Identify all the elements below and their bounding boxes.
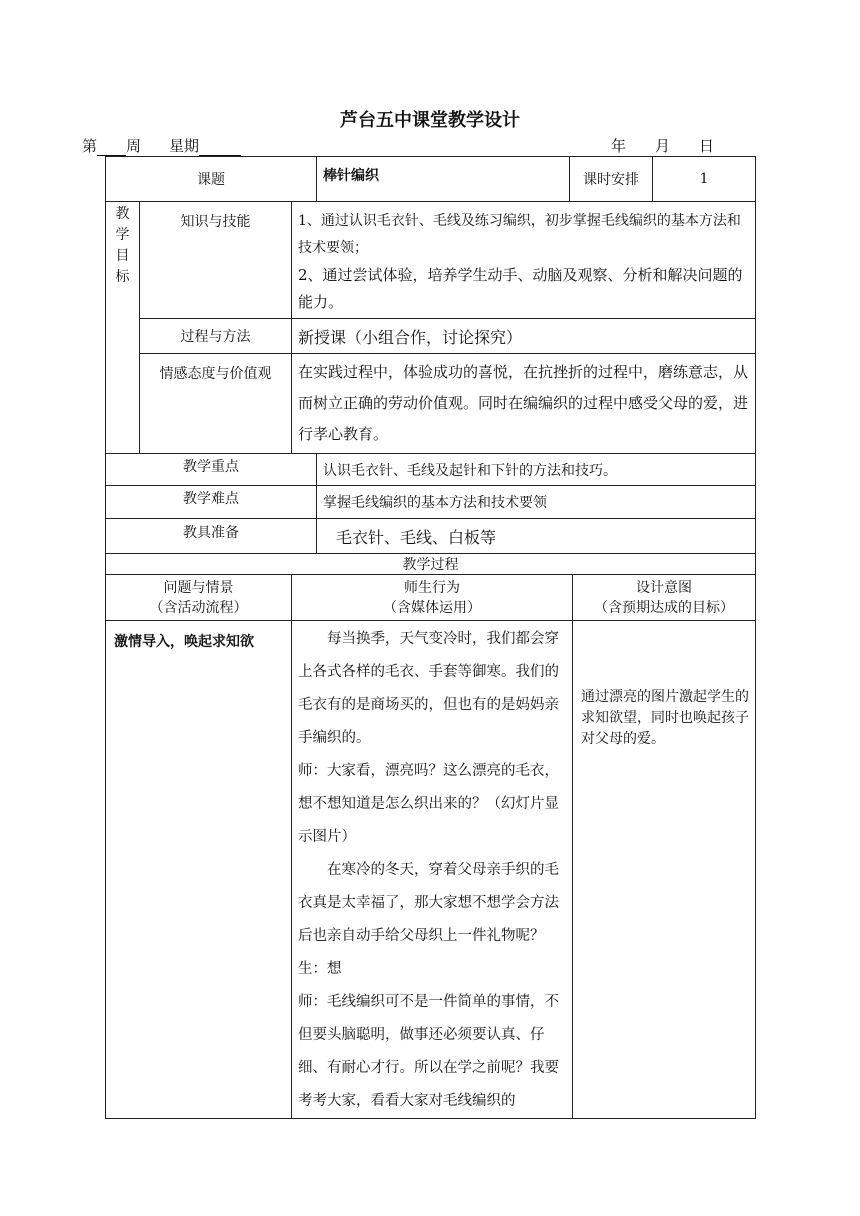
hours-label: 课时安排	[570, 157, 653, 202]
key-point-value-cell	[317, 454, 756, 486]
difficulty-value-cell	[317, 486, 756, 519]
actions-cell	[292, 621, 573, 1119]
knowledge-line-1: 1、通过认识毛衣针、毛线及练习编织，初步掌握毛线编织的基本方法和技术要领；	[298, 213, 741, 256]
week-prefix: 第	[82, 137, 98, 155]
attitude-value: 在实践过程中，体验成功的喜悦，在抗挫折的过程中，磨练意志，从而树立正确的劳动价值观。同时在编编织的过程中感受父母的爱，进行孝心教育。	[298, 363, 749, 443]
attitude-value-cell	[292, 354, 756, 454]
knowledge-line-2: 2、通过尝试体验，培养学生动手、动脑及观察、分析和解决问题的能力。	[298, 266, 743, 311]
course-value-cell	[317, 157, 570, 202]
attitude-row	[106, 354, 756, 454]
actions-paragraph: 每当换季，天气变冷时，我们都会穿上各式各样的毛衣、手套等御寒。我们的毛衣有的是商场买的，但也有的是妈妈亲手编织的。	[298, 631, 559, 746]
key-point-row	[106, 454, 756, 486]
knowledge-label: 知识与技能	[140, 202, 292, 319]
materials-value-cell	[317, 519, 756, 554]
intent-text: 通过漂亮的图片激起学生的求知欲望，同时也唤起孩子对父母的爱。	[581, 689, 750, 747]
actions-paragraph: 师：毛线编织可不是一件简单的事情，不但要头脑聪明，做事还必须要认真、仔细、有耐心才行。所以在学之前呢？我要考考大家，看看大家对毛线编织的	[298, 994, 559, 1109]
actions-paragraph: 师：大家看，漂亮吗？这么漂亮的毛衣，想不想知道是怎么织出来的？（幻灯片显示图片）	[298, 763, 559, 845]
week-field	[82, 135, 141, 156]
goals-section-label: 教 学 目 标	[106, 202, 140, 454]
process-title: 教学过程	[106, 554, 756, 575]
weekday-field	[169, 135, 241, 156]
difficulty-row	[106, 486, 756, 519]
lesson-plan-table	[105, 156, 756, 1119]
column-header-actions: 师生行为 （含媒体运用）	[292, 575, 573, 621]
process-content-row	[106, 621, 756, 1119]
year-label: 年	[611, 137, 627, 155]
actions-paragraph: 在寒冷的冬天，穿着父母亲手织的毛衣真是太幸福了，那大家想不想学会方法后也亲自动手给父母织上一件礼物呢？	[298, 862, 559, 944]
hours-value: 1	[653, 157, 756, 202]
process-method-label: 过程与方法	[140, 319, 292, 354]
course-label: 课题	[106, 157, 317, 202]
column-header-scene: 问题与情景 （含活动流程）	[106, 575, 292, 621]
process-method-value: 新授课（小组合作，讨论探究）	[298, 327, 523, 347]
scene-cell	[106, 621, 292, 1119]
week-suffix: 周	[126, 137, 142, 155]
knowledge-value-cell	[292, 202, 756, 319]
process-title-row	[106, 554, 756, 575]
week-blank	[97, 139, 126, 156]
attitude-label: 情感态度与价值观	[140, 354, 292, 454]
process-header-row	[106, 575, 756, 621]
intent-cell	[573, 621, 756, 1119]
process-method-value-cell	[292, 319, 756, 354]
difficulty-value: 掌握毛线编织的基本方法和技术要领	[323, 495, 548, 511]
weekday-label: 星期	[169, 137, 200, 155]
day-label: 日	[699, 137, 715, 155]
actions-paragraph: 生：想	[298, 961, 342, 977]
key-point-value: 认识毛衣针、毛线及起针和下针的方法和技巧。	[323, 462, 618, 479]
knowledge-row	[106, 202, 756, 319]
materials-value: 毛衣针、毛线、白板等	[336, 527, 497, 547]
column-header-intent: 设计意图 （含预期达成的目标）	[573, 575, 756, 621]
process-method-row	[106, 319, 756, 354]
difficulty-label: 教学难点	[106, 486, 317, 519]
month-label: 月	[655, 137, 671, 155]
scene-text: 激情导入，唤起求知欲	[114, 634, 254, 650]
weekday-blank	[199, 139, 241, 156]
course-row	[106, 157, 756, 202]
key-point-label: 教学重点	[106, 454, 317, 486]
page-title: 芦台五中课堂教学设计	[340, 110, 520, 131]
course-value: 棒针编织	[323, 168, 380, 184]
materials-row	[106, 519, 756, 554]
materials-label: 教具准备	[106, 519, 317, 554]
